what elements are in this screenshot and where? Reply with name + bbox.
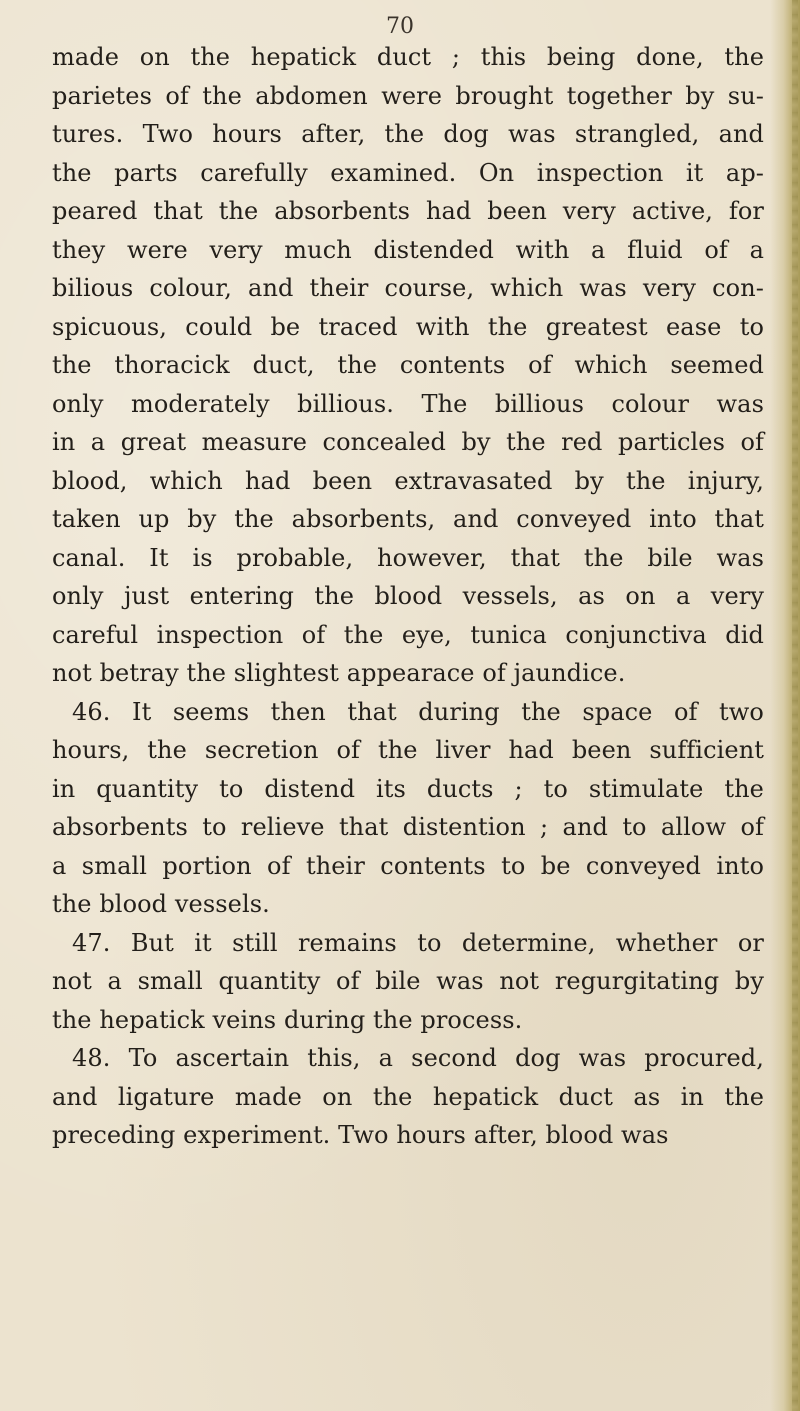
text-line: spicuous, could be traced with the greatest ease to [52,312,764,341]
text-line: the parts carefully examined. On inspection it ap- [52,158,764,187]
text-line: in a great measure concealed by the red particles of [52,428,764,456]
text-line: the hepatick veins during the process. [52,1005,523,1034]
text-line: careful inspection of the eye, tunica conjunctiva did [52,620,764,649]
page-number: 70 [386,14,414,39]
text-line: the thoracick duct, the contents of which seemed [52,351,764,379]
text-line: tures. Two hours after, the dog was strangled, and [52,120,764,148]
text-line: the blood vessels. [52,890,270,918]
paragraph-48-start: 48. To ascertain this, a second dog was procured, [72,1044,764,1072]
page-edge-shadow [770,0,800,1411]
text-line: a small portion of their contents to be conveyed into [52,851,764,880]
text-line: peared that the absorbents had been very active, for [52,197,764,225]
text-line: not betray the slightest appearace of jaundice. [52,659,626,687]
text-line: and ligature made on the hepatick duct as in the [52,1082,764,1111]
text-line: in quantity to distend its ducts ; to stimulate the [52,774,764,803]
text-line: preceding experiment. Two hours after, blood was [52,1121,669,1149]
text-line: blood, which had been extravasated by the injury, [52,466,764,495]
text-line: bilious colour, and their course, which was very con- [52,274,764,302]
body-text [52,38,764,1155]
text-line: only just entering the blood vessels, as on a very [52,582,764,610]
text-line: canal. It is probable, however, that the bile was [52,543,764,572]
text-line: absorbents to relieve that distention ; and to allow of [52,813,764,841]
text-line: not a small quantity of bile was not regurgitating by [52,967,764,995]
text-line: they were very much distended with a fluid of a [52,235,764,264]
text-line: hours, the secretion of the liver had been sufficient [52,736,764,764]
text-line: made on the hepatick duct ; this being done, the [52,43,764,71]
paragraph-47-start: 47. But it still remains to determine, whether or [72,928,764,957]
text-line: only moderately billious. The billious colour was [52,389,764,418]
text-line: taken up by the absorbents, and conveyed into that [52,505,764,533]
paragraph-46-start: 46. It seems then that during the space of two [72,697,764,726]
text-line: parietes of the abdomen were brought together by su- [52,81,764,110]
